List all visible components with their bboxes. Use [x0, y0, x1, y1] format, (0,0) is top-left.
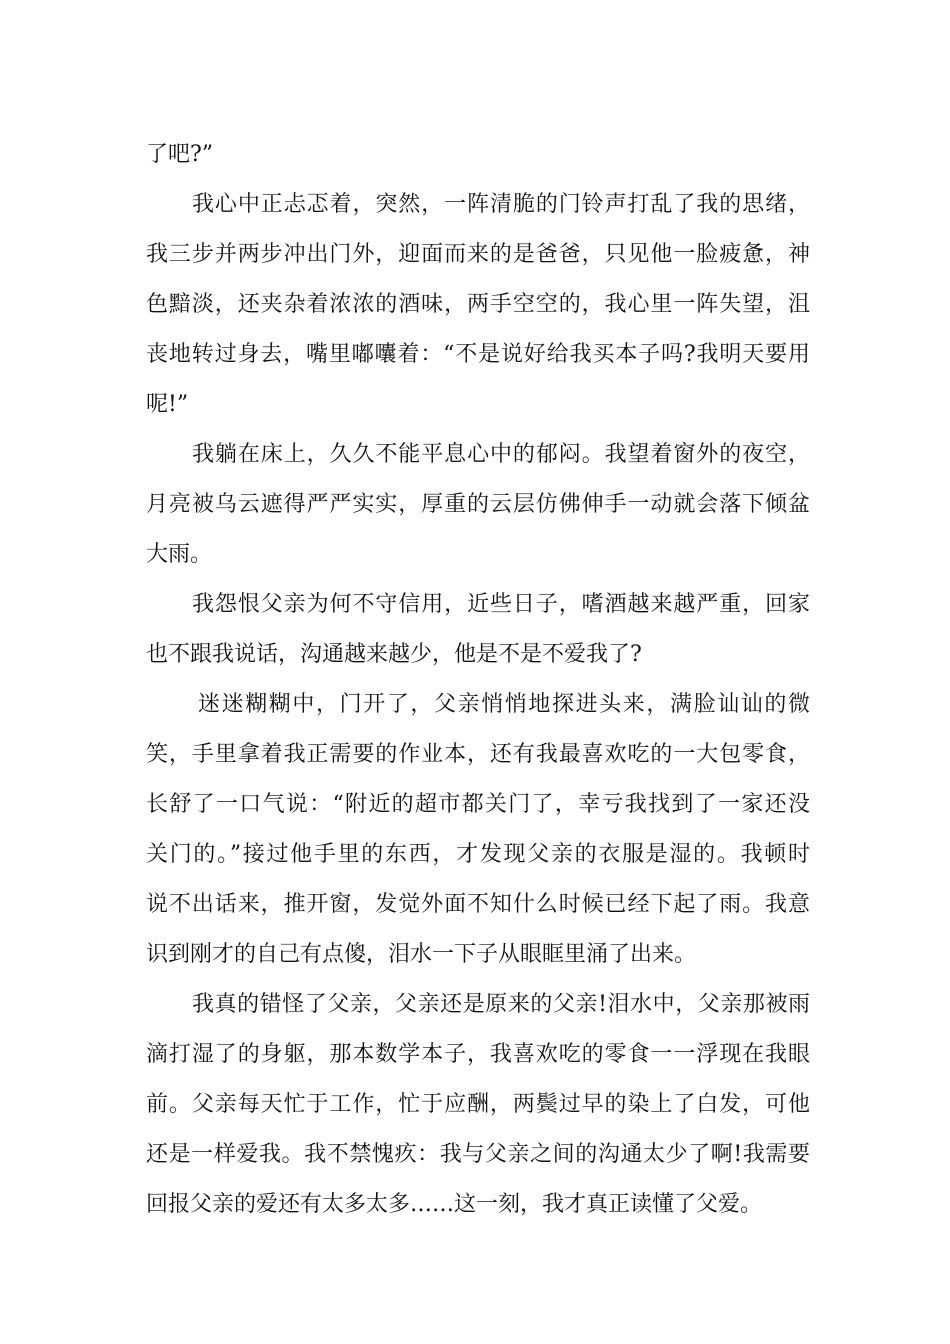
text-line: 大雨。 [146, 542, 213, 567]
text-line: 了吧?” [146, 142, 214, 167]
text-line: 我三步并两步冲出门外，迎面而来的是爸爸，只见他一脸疲惫，神 [146, 242, 810, 267]
paragraph-first-line: 我怨恨父亲为何不守信用，近些日子，嗜酒越来越严重，回家 [192, 592, 810, 617]
text-line: 说不出话来，推开窗，发觉外面不知什么时候已经下起了雨。我意 [146, 892, 810, 917]
text-line: 回报父亲的爱还有太多太多……这一刻，我才真正读懂了父爱。 [146, 1192, 763, 1217]
text-line: 色黯淡，还夹杂着浓浓的酒味，两手空空的，我心里一阵失望，沮 [146, 292, 810, 317]
text-line: 识到刚才的自己有点傻，泪水一下子从眼眶里涌了出来。 [146, 942, 697, 967]
text-line: 还是一样爱我。我不禁愧疚：我与父亲之间的沟通太少了啊!我需要 [146, 1142, 810, 1167]
text-line: 笑，手里拿着我正需要的作业本，还有我最喜欢吃的一大包零食， [146, 742, 810, 767]
text-line: 长舒了一口气说：“附近的超市都关门了，幸亏我找到了一家还没 [146, 792, 810, 817]
text-line: 滴打湿了的身躯，那本数学本子，我喜欢吃的零食一一浮现在我眼 [146, 1042, 810, 1067]
paragraph-first-line: 我真的错怪了父亲，父亲还是原来的父亲!泪水中，父亲那被雨 [192, 992, 810, 1017]
essay-body [146, 130, 810, 1230]
paragraph-first-line: 我躺在床上，久久不能平息心中的郁闷。我望着窗外的夜空， [192, 442, 810, 467]
paragraph-first-line: 我心中正忐忑着，突然，一阵清脆的门铃声打乱了我的思绪， [192, 192, 810, 217]
text-line: 前。父亲每天忙于工作，忙于应酬，两鬓过早的染上了白发，可他 [146, 1092, 810, 1117]
text-line: 丧地转过身去，嘴里嘟囔着：“不是说好给我买本子吗?我明天要用 [146, 342, 810, 367]
text-line: 关门的。”接过他手里的东西，才发现父亲的衣服是湿的。我顿时 [146, 842, 810, 867]
text-line: 月亮被乌云遮得严严实实，厚重的云层仿佛伸手一动就会落下倾盆 [146, 492, 810, 517]
text-line: 呢!” [146, 392, 189, 417]
text-line: 也不跟我说话，沟通越来越少，他是不是不爱我了? [146, 642, 642, 667]
paragraph-first-line: 迷迷糊糊中，门开了，父亲悄悄地探进头来，满脸讪讪的微 [198, 692, 810, 717]
